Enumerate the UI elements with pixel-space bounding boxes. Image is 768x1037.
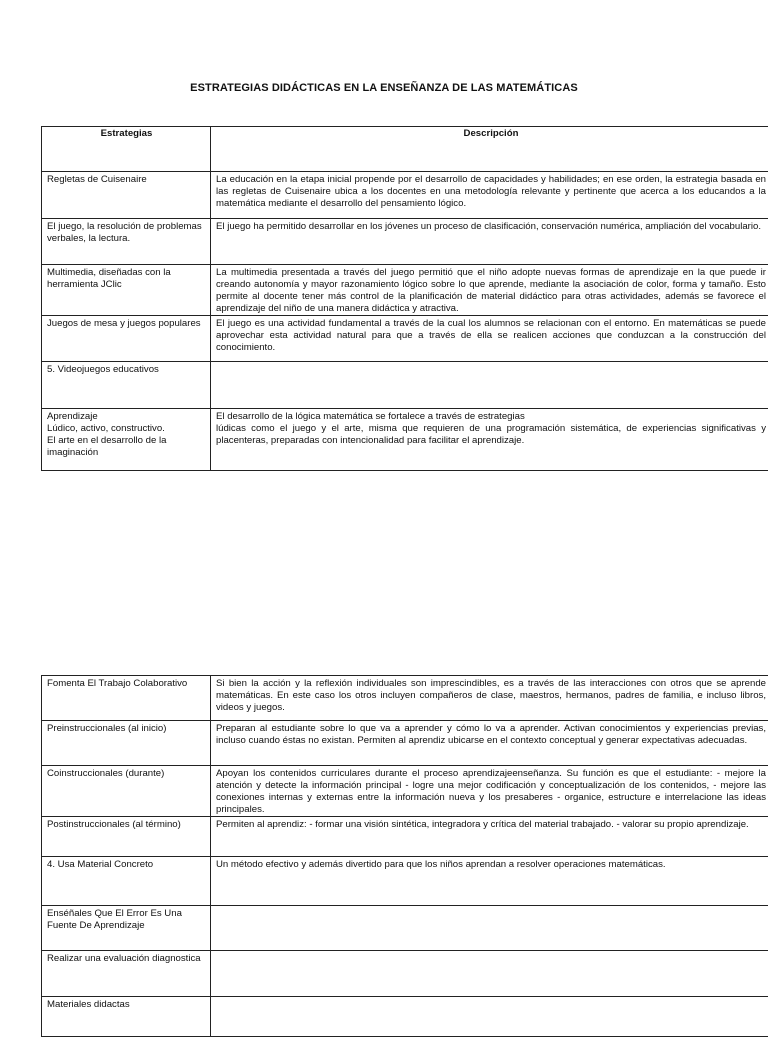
strategy-cell: Regletas de Cuisenaire [42, 172, 211, 219]
table-row [42, 172, 768, 219]
document-title: ESTRATEGIAS DIDÁCTICAS EN LA ENSEÑANZA DE LAS MATEMÁTICAS [0, 82, 768, 94]
strategy-cell: Postinstruccionales (al término) [42, 817, 211, 857]
table-row [42, 362, 768, 409]
table-row [42, 857, 768, 906]
table-row [42, 766, 768, 817]
strategy-cell: Preinstruccionales (al inicio) [42, 721, 211, 766]
description-cell [211, 997, 768, 1037]
strategy-cell: Multimedia, diseñadas con la herramienta JClic [42, 265, 211, 316]
table-row [42, 817, 768, 857]
description-cell: La multimedia presentada a través del juego permitió que el niño adopte nuevas formas de aprendizaje en la que puede ir creando autonomía y mayor razonamiento lógico sobre lo que aprende, mediante la asociación de color, forma y tamaño. Esto permite al docente tener más control de la planificación de material didáctico para otras actividades, además se favorece el aprendizaje del niño de una manera didáctica y atractiva. [211, 265, 768, 316]
table-row [42, 316, 768, 362]
table-row [42, 721, 768, 766]
table-header-row [42, 127, 768, 172]
description-cell [211, 362, 768, 409]
strategies-table-1 [41, 126, 768, 471]
table-row [42, 265, 768, 316]
description-cell: Apoyan los contenidos curriculares durante el proceso aprendizajeenseñanza. Su función es que el estudiante: - mejore la atención y detecte la información principal - logre una mejor codificación y conceptualización de los contenidos, - mejore las conexiones internas y externas entre la información nueva y los presaberes - organice, estructure e interrelacione las ideas principales. [211, 766, 768, 817]
description-cell [211, 906, 768, 951]
table-row [42, 906, 768, 951]
strategies-table-2 [41, 675, 768, 1037]
strategy-cell: Coinstruccionales (durante) [42, 766, 211, 817]
description-cell: Si bien la acción y la reflexión individuales son imprescindibles, es a través de las interacciones con otros que se aprende matemáticas. En este caso los otros incluyen compañeros de clase, maestros, hermanos, padres de familia, e incluso libros, videos y juegos. [211, 676, 768, 721]
description-cell: Preparan al estudiante sobre lo que va a aprender y cómo lo va a aprender. Activan conocimientos y experiencias previas, incluso cuando éstas no existan. Permiten al aprendiz ubicarse en el contexto conceptual y generar expectativas adecuadas. [211, 721, 768, 766]
header-strategies: Estrategias [42, 127, 211, 172]
strategy-cell: Aprendizaje Lúdico, activo, constructivo. El arte en el desarrollo de la imaginación [42, 409, 211, 471]
description-cell: Permiten al aprendiz: - formar una visión sintética, integradora y crítica del material trabajado. - valorar su propio aprendizaje. [211, 817, 768, 857]
description-cell: La educación en la etapa inicial propende por el desarrollo de capacidades y habilidades; en ese orden, la estrategia basada en las regletas de Cuisenaire ubica a los docentes en una metodología relevante y pertinente que acerca a los educandos a la matemática mediante el desarrollo del pensamiento lógico. [211, 172, 768, 219]
strategy-cell: 4. Usa Material Concreto [42, 857, 211, 906]
strategy-cell: Realizar una evaluación diagnostica [42, 951, 211, 997]
table-row [42, 951, 768, 997]
strategy-cell: El juego, la resolución de problemas verbales, la lectura. [42, 219, 211, 265]
description-cell: El juego es una actividad fundamental a través de la cual los alumnos se relacionan con el entorno. En matemáticas se puede aprovechar esta actividad natural para que a través de ella se realicen acciones que conduzcan a la construcción del conocimiento. [211, 316, 768, 362]
description-cell: El desarrollo de la lógica matemática se fortalece a través de estrategias lúdicas como el juego y el arte, misma que requieren de una programación sistemática, de experiencias significativas y placenteras, preparadas con intencionalidad para facilitar el aprendizaje. [211, 409, 768, 471]
header-description: Descripción [211, 127, 768, 172]
table-row [42, 676, 768, 721]
description-cell: El juego ha permitido desarrollar en los jóvenes un proceso de clasificación, conservación numérica, ampliación del vocabulario. [211, 219, 768, 265]
table-row [42, 219, 768, 265]
strategy-cell: Fomenta El Trabajo Colaborativo [42, 676, 211, 721]
strategy-cell: Enséñales Que El Error Es Una Fuente De Aprendizaje [42, 906, 211, 951]
table-row [42, 409, 768, 471]
strategy-cell: Juegos de mesa y juegos populares [42, 316, 211, 362]
strategy-cell: Materiales didactas [42, 997, 211, 1037]
description-cell: Un método efectivo y además divertido para que los niños aprendan a resolver operaciones matemáticas. [211, 857, 768, 906]
table-row [42, 997, 768, 1037]
strategy-cell: 5. Videojuegos educativos [42, 362, 211, 409]
description-cell [211, 951, 768, 997]
